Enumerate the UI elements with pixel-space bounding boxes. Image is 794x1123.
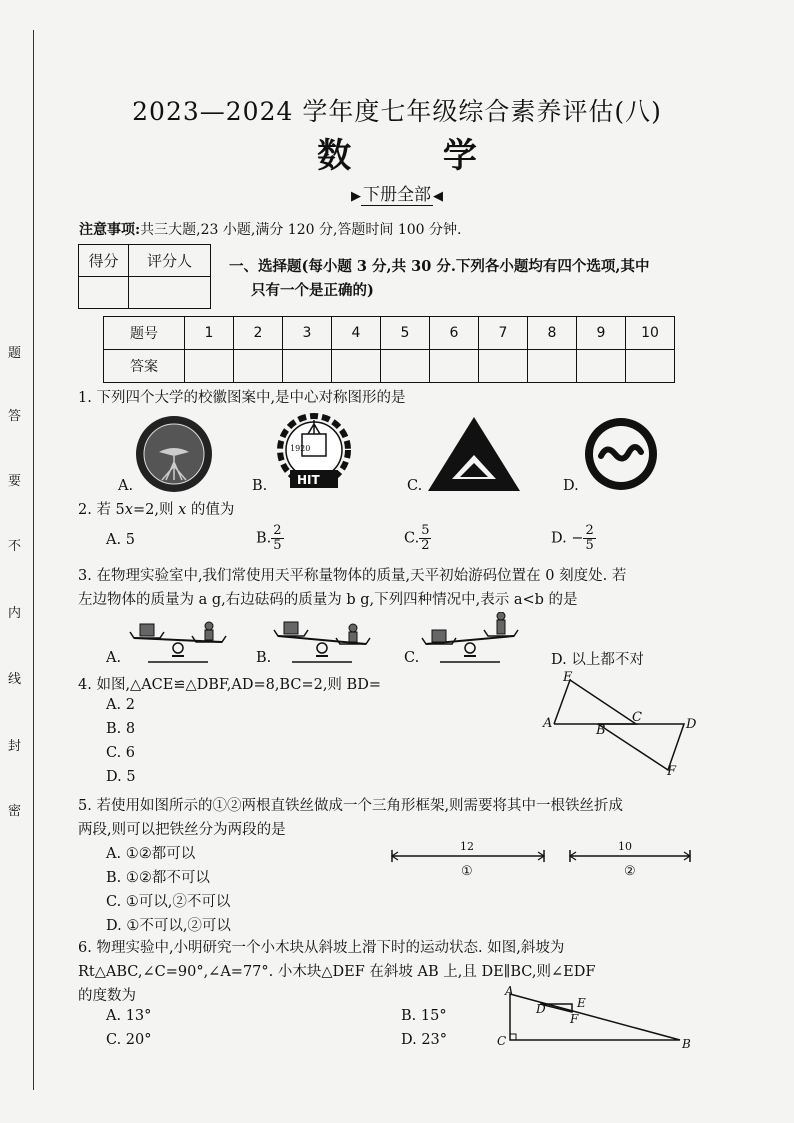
emblem-d-icon: [583, 416, 659, 492]
q3-option-c: C.: [404, 650, 420, 666]
question-6: 6. 物理实验中,小明研究一个小木块从斜坡上滑下时的运动状态. 如图,斜坡为 Rt△ABC,∠C=90°,∠A=77°. 小木块△DEF 在斜坡 AB 上,且 DE∥BC,则∠EDF 的度数为: [78, 940, 596, 1004]
q4-label-c: C: [632, 710, 642, 725]
side-char: 密: [8, 804, 22, 819]
side-char: 题: [8, 346, 22, 361]
side-char: 要: [8, 474, 22, 489]
question-3: 3. 在物理实验室中,我们常使用天平称量物体的质量,天平初始游码位置在 0 刻度处. 若 左边物体的质量为 a g,右边砝码的质量为 b g,下列四种情况中,表示 a<b 的是: [78, 568, 627, 608]
left-triangle-icon: ◀: [433, 189, 443, 204]
q6-option-b: B. 15°: [401, 1008, 447, 1024]
q4-label-e: E: [563, 670, 573, 685]
q6-label-c: C: [497, 1034, 507, 1048]
q6-label-d: D: [536, 1002, 546, 1016]
answer-cell[interactable]: [528, 350, 577, 383]
question-number: 5: [381, 317, 430, 350]
emblem-c-icon: [426, 415, 522, 493]
q6-label-a: A: [505, 984, 514, 998]
answer-cell[interactable]: [577, 350, 626, 383]
question-2: 2. 若 5x=2,则 x 的值为: [78, 502, 235, 518]
grader-header: 评分人: [129, 245, 211, 277]
question-4: 4. 如图,△ACE≌△DBF,AD=8,BC=2,则 BD=: [78, 677, 381, 693]
side-char: 线: [8, 672, 22, 687]
score-cell[interactable]: [79, 277, 129, 309]
score-header: 得分: [79, 245, 129, 277]
q2-option-b: B. $\frac{2}{5}$: [256, 523, 282, 553]
q3-option-d: D. 以上都不对: [551, 652, 644, 668]
question-number: 8: [528, 317, 577, 350]
grader-cell[interactable]: [129, 277, 211, 309]
answer-cell[interactable]: [332, 350, 381, 383]
q4-option-d: D. 5: [106, 769, 136, 785]
answer-table: [103, 316, 675, 383]
answer-cell[interactable]: [430, 350, 479, 383]
balance-a-icon: [128, 616, 228, 664]
q1-option-c: C.: [407, 478, 423, 494]
q6-label-e: E: [577, 996, 586, 1010]
side-char: 答: [8, 409, 22, 424]
answer-cell[interactable]: [479, 350, 528, 383]
q4-option-b: B. 8: [106, 721, 136, 737]
q5-option-a: A. ①②都可以: [106, 846, 196, 862]
wire-2-label: ②: [624, 864, 636, 879]
q2-option-a: A. 5: [106, 532, 135, 548]
exam-title: 2023—2024 学年度七年级综合素养评估(八): [132, 97, 662, 126]
question-5: 5. 若使用如图所示的①②两根直铁丝做成一个三角形框架,则需要将其中一根铁丝折成 两段,则可以把铁丝分为两段的是: [78, 798, 624, 838]
q4-label-b: B: [596, 723, 606, 738]
q1-option-b: B.: [252, 478, 268, 494]
side-char: 不: [8, 539, 22, 554]
section1-title: 一、选择题(每小题 3 分,共 30 分.下列各小题均有四个选项,其中 只有一个是正确的): [229, 258, 650, 299]
emblem-b-text: HIT: [297, 473, 320, 487]
question-number: 6: [430, 317, 479, 350]
answer-header: 答案: [104, 350, 185, 383]
q5-option-c: C. ①可以,②不可以: [106, 894, 231, 910]
notice: 注意事项:共三大题,23 小题,满分 120 分,答题时间 100 分钟.: [79, 222, 462, 238]
q3-option-a: A.: [106, 650, 122, 666]
wire-2-length: 10: [618, 840, 632, 853]
q1-option-a: A.: [118, 478, 134, 494]
q3-option-b: B.: [256, 650, 272, 666]
q4-label-a: A: [543, 716, 553, 731]
q6-figure: [500, 990, 690, 1050]
balance-b-icon: [272, 616, 372, 664]
q5-option-b: B. ①②都不可以: [106, 870, 210, 886]
q5-option-d: D. ①不可以,②可以: [106, 918, 231, 934]
question-number-header: 题号: [104, 317, 185, 350]
question-number: 2: [234, 317, 283, 350]
wire-1-label: ①: [461, 864, 473, 879]
q1-option-d: D.: [563, 478, 579, 494]
question-number: 10: [626, 317, 675, 350]
answer-cell[interactable]: [234, 350, 283, 383]
q6-option-a: A. 13°: [106, 1008, 152, 1024]
question-1: 1. 下列四个大学的校徽图案中,是中心对称图形的是: [78, 390, 406, 406]
question-number: 3: [283, 317, 332, 350]
answer-cell[interactable]: [185, 350, 234, 383]
q6-option-d: D. 23°: [401, 1032, 448, 1048]
side-char: 内: [8, 606, 22, 621]
q6-label-b: B: [682, 1037, 691, 1051]
q6-label-f: F: [570, 1012, 579, 1026]
q4-option-c: C. 6: [106, 745, 136, 761]
answer-cell[interactable]: [381, 350, 430, 383]
side-char: 封: [8, 739, 22, 754]
subject-title: 数 学: [317, 136, 517, 176]
emblem-b-year: 1920: [290, 444, 311, 453]
question-number: 1: [185, 317, 234, 350]
wire-1-length: 12: [460, 840, 474, 853]
q4-label-f: F: [667, 764, 677, 779]
answer-cell[interactable]: [283, 350, 332, 383]
emblem-a-icon: [134, 414, 214, 494]
question-number: 7: [479, 317, 528, 350]
question-number: 9: [577, 317, 626, 350]
q2-option-d: D. − $\frac{2}{5}$: [551, 523, 594, 553]
q6-option-c: C. 20°: [106, 1032, 152, 1048]
balance-c-icon: [420, 612, 520, 664]
answer-cell[interactable]: [626, 350, 675, 383]
question-number: 4: [332, 317, 381, 350]
q2-option-c: C. $\frac{5}{2}$: [404, 523, 430, 553]
q4-option-a: A. 2: [106, 697, 135, 713]
scope-label: ▶ 下册全部 ◀: [351, 185, 443, 205]
right-triangle-icon: ▶: [351, 189, 361, 204]
q4-label-d: D: [686, 717, 697, 732]
score-table: [78, 244, 211, 309]
